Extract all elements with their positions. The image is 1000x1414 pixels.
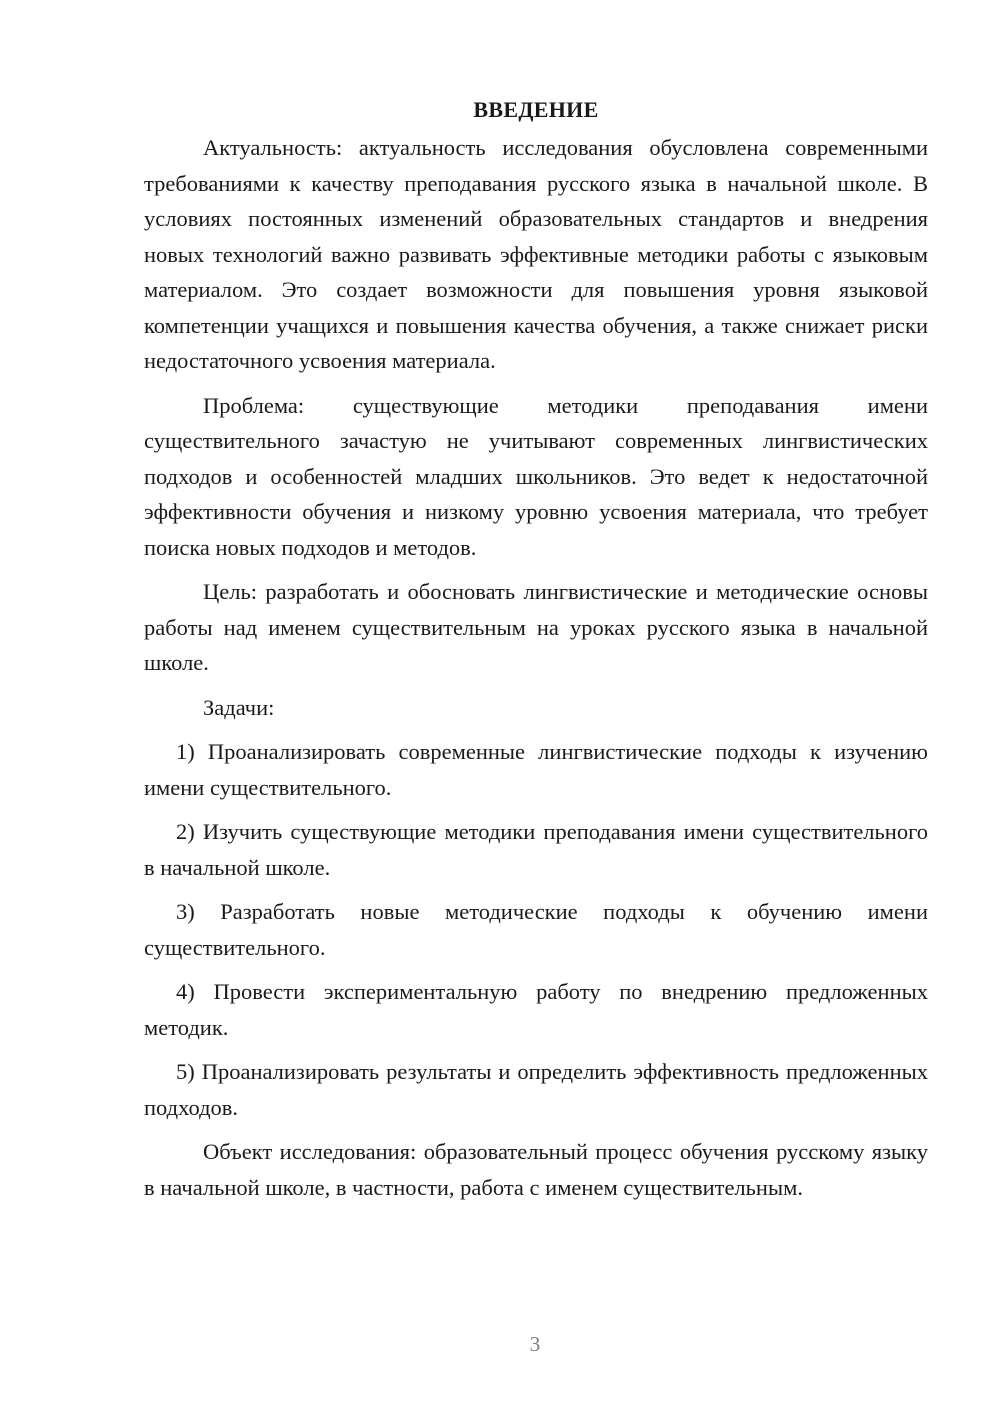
- task-item-1: 1) Проанализировать современные лингвистические подходы к изучению имени существительного.: [144, 739, 928, 800]
- task-item-2: 2) Изучить существующие методики преподавания имени существительного в начальной школе.: [144, 819, 928, 880]
- tasks-label: Задачи:: [203, 694, 275, 720]
- section-heading: ВВЕДЕНИЕ: [473, 97, 599, 122]
- task-item-3: 3) Разработать новые методические подходы к обучению имени существительного.: [144, 899, 928, 960]
- problem-paragraph: Проблема: существующие методики преподавания имени существительного зачастую не учитывают современных лингвистических подходов и особенностей младших школьников. Это ведет к недостаточной эффективности обучения и низкому уровню усвоения материала, что требует поиска новых подходов и методов.: [144, 392, 928, 560]
- task-item-4: 4) Провести экспериментальную работу по внедрению предложенных методик.: [144, 979, 928, 1040]
- object-paragraph: Объект исследования: образовательный процесс обучения русскому языку в начальной школе, в частности, работа с именем существительным.: [144, 1139, 928, 1200]
- page-number: 3: [529, 1332, 541, 1356]
- goal-paragraph: Цель: разработать и обосновать лингвистические и методические основы работы над именем существительным на уроках русского языка в начальной школе.: [144, 579, 928, 675]
- relevance-paragraph: Актуальность: актуальность исследования обусловлена современными требованиями к качеству преподавания русского языка в начальной школе. В условиях постоянных изменений образовательных стандартов и внедрения новых технологий важно развивать эффективные методики работы с языковым материалом. Это создает возможности для повышения уровня языковой компетенции учащихся и повышения качества обучения, а также снижает риски недостаточного усвоения материала.: [144, 135, 928, 373]
- document-page: [144, 92, 928, 1214]
- task-item-5: 5) Проанализировать результаты и определить эффективность предложенных подходов.: [144, 1059, 928, 1120]
